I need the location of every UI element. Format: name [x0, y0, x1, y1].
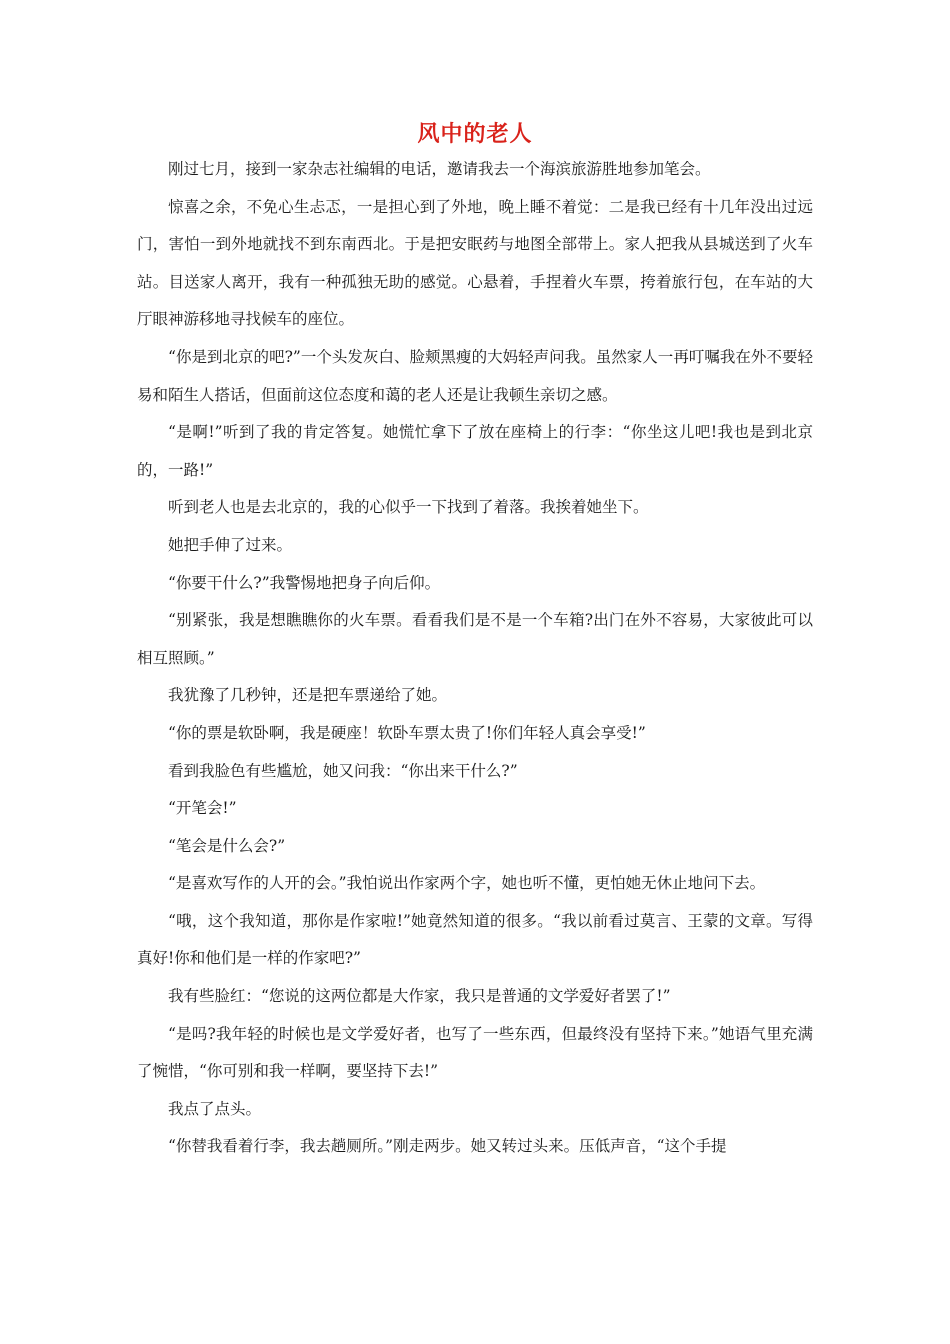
paragraph-4: “是啊!”听到了我的肯定答复。她慌忙拿下了放在座椅上的行李：“你坐这儿吧!我也是到北京的，一路!” [137, 423, 813, 479]
paragraph-18: 我点了点头。 [168, 1099, 262, 1118]
paragraph-9: 我犹豫了几秒钟，还是把车票递给了她。 [168, 686, 448, 705]
paragraph-12: “开笔会!” [168, 799, 237, 818]
paragraph-19: “你替我看着行李，我去趟厕所。”刚走两步。她又转过头来。压低声音，“这个手提 [168, 1137, 727, 1156]
paragraph-5: 听到老人也是去北京的，我的心似乎一下找到了着落。我挨着她坐下。 [168, 498, 649, 517]
paragraph-11: 看到我脸色有些尴尬，她又问我：“你出来干什么?” [168, 761, 518, 780]
paragraph-3: “你是到北京的吧?”一个头发灰白、脸颊黑瘦的大妈轻声问我。虽然家人一再叮嘱我在外不要轻易和陌生人搭话，但面前这位态度和蔼的老人还是让我顿生亲切之感。 [137, 347, 813, 404]
paragraph-13: “笔会是什么会?” [168, 836, 286, 855]
paragraph-15: “哦，这个我知道，那你是作家啦!”她竟然知道的很多。“我以前看过莫言、王蒙的文章。写得真好!你和他们是一样的作家吧?” [137, 911, 813, 968]
paragraph-7: “你要干什么?”我警惕地把身子向后仰。 [168, 573, 441, 592]
paragraph-10: “你的票是软卧啊，我是硬座！软卧车票太贵了!你们年轻人真会享受!” [168, 723, 646, 742]
paragraph-14: “是喜欢写作的人开的会。”我怕说出作家两个字，她也听不懂，更怕她无休止地问下去。 [168, 874, 766, 893]
paragraph-1: 刚过七月，接到一家杂志社编辑的电话，邀请我去一个海滨旅游胜地参加笔会。 [168, 160, 711, 178]
article-title: 风中的老人 [417, 121, 533, 147]
paragraph-8: “别紧张，我是想瞧瞧你的火车票。看看我们是不是一个车箱?出门在外不容易，大家彼此可以相互照顾。” [137, 611, 813, 667]
paragraph-17: “是吗?我年轻的时候也是文学爱好者，也写了一些东西，但最终没有坚持下来。”她语气里充满了惋惜，“你可别和我一样啊，要坚持下去!” [137, 1024, 813, 1081]
paragraph-2: 惊喜之余，不免心生忐忑，一是担心到了外地，晚上睡不着觉：二是我已经有十几年没出过远门，害怕一到外地就找不到东南西北。于是把安眠药与地图全部带上。家人把我从县城送到了火车站。目送家人离开，我有一种孤独无助的感觉。心悬着，手捏着火车票，挎着旅行包，在车站的大厅眼神游移地寻找候车的座位。 [137, 197, 813, 329]
document-page [137, 118, 813, 1166]
paragraph-16: 我有些脸红：“您说的这两位都是大作家，我只是普通的文学爱好者罢了!” [168, 987, 671, 1006]
paragraph-6: 她把手伸了过来。 [168, 535, 293, 554]
